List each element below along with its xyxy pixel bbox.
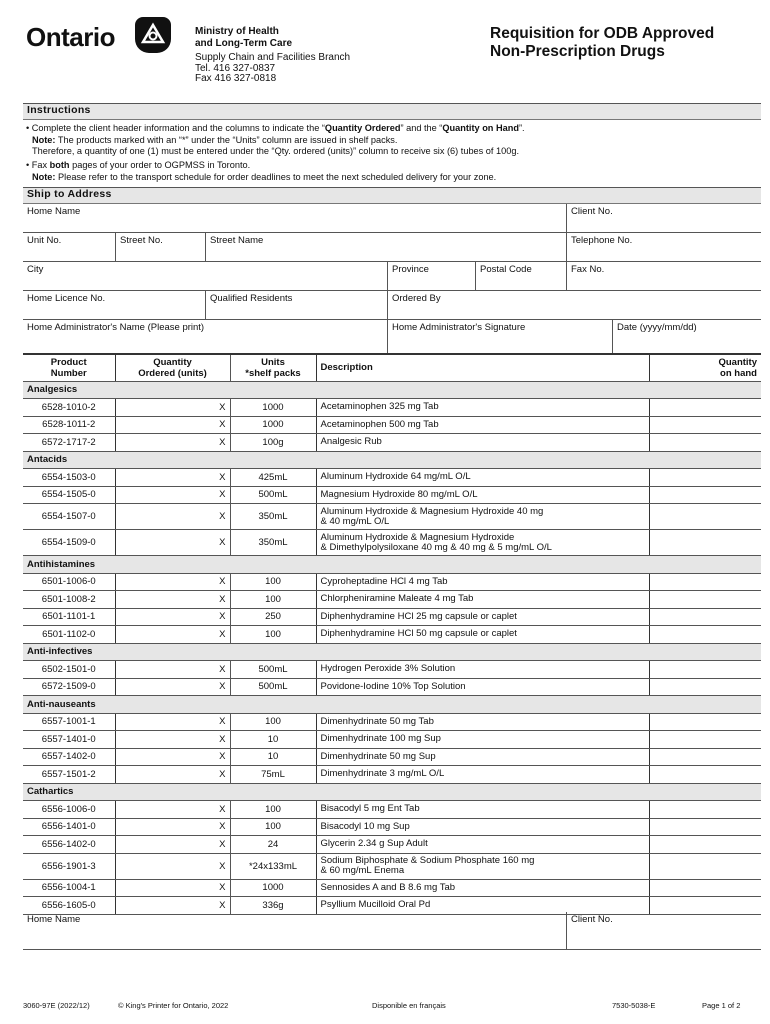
units: 425mL [230, 469, 316, 487]
quantity-ordered-input[interactable]: X [115, 626, 230, 644]
units: 350mL [230, 530, 316, 556]
product-row [23, 573, 761, 591]
product-row [23, 678, 761, 696]
description: Chlorpheniramine Maleate 4 mg Tab [316, 591, 649, 609]
t: The products marked with an “*” under the “Units” column are issued in shelf packs. [55, 134, 398, 145]
quantity-ordered-input[interactable]: X [115, 661, 230, 679]
product-number: 6502-1501-0 [23, 661, 115, 679]
category-label: Antihistamines [23, 556, 761, 574]
quantity-on-hand-input[interactable] [649, 416, 761, 434]
quantity-ordered-input[interactable]: X [115, 469, 230, 487]
description: Aluminum Hydroxide 64 mg/mL O/L [316, 469, 649, 487]
product-row [23, 713, 761, 731]
description: Analgesic Rub [316, 434, 649, 452]
units: 500mL [230, 661, 316, 679]
description: Bisacodyl 5 mg Ent Tab [316, 801, 649, 819]
home-name-field[interactable]: Home Name [23, 204, 566, 233]
units: 100 [230, 818, 316, 836]
units: 100g [230, 434, 316, 452]
units: 500mL [230, 678, 316, 696]
product-number: 6501-1101-1 [23, 608, 115, 626]
quantity-on-hand-input[interactable] [649, 748, 761, 766]
quantity-on-hand-input[interactable] [649, 853, 761, 879]
unit-no-field[interactable]: Unit No. [23, 233, 115, 262]
product-row [23, 434, 761, 452]
quantity-ordered-input[interactable]: X [115, 818, 230, 836]
units: 100 [230, 591, 316, 609]
quantity-on-hand-input[interactable] [649, 399, 761, 417]
instructions-heading: Instructions [23, 103, 761, 120]
quantity-ordered-input[interactable]: X [115, 530, 230, 556]
product-row [23, 731, 761, 749]
category-label: Anti-infectives [23, 643, 761, 661]
t: ” and the “ [400, 123, 443, 133]
client-no-field[interactable]: Client No. [566, 204, 761, 233]
quantity-on-hand-input[interactable] [649, 818, 761, 836]
category-label: Cathartics [23, 783, 761, 801]
quantity-on-hand-input[interactable] [649, 530, 761, 556]
product-row [23, 591, 761, 609]
t: Please refer to the transport schedule for order deadlines to meet the next scheduled delivery for your zone. [55, 171, 497, 182]
quantity-on-hand-input[interactable] [649, 678, 761, 696]
header-text: Quantity on hand [718, 356, 757, 379]
description: Dimenhydrinate 50 mg Tab [316, 713, 649, 731]
t: Therefore, a quantity of one (1) must be entered under the “Qty. ordered (units)” column to receive six (6) tubes of 100g. [32, 146, 520, 156]
product-row [23, 853, 761, 879]
product-row [23, 661, 761, 679]
category-row [23, 783, 761, 801]
french-available: Disponible en français [372, 1001, 446, 1010]
quantity-on-hand-input[interactable] [649, 486, 761, 504]
quantity-on-hand-input[interactable] [649, 801, 761, 819]
street-no-field[interactable]: Street No. [115, 233, 205, 262]
quantity-on-hand-input[interactable] [649, 626, 761, 644]
description: Diphenhydramine HCl 50 mg capsule or caplet [316, 626, 649, 644]
quantity-ordered-input[interactable]: X [115, 766, 230, 784]
description: Aluminum Hydroxide & Magnesium Hydroxide & Dimethylpolysiloxane 40 mg & 40 mg & 5 mg/mL O/L [316, 530, 649, 556]
header-text: Product Number [50, 356, 87, 379]
ship-to-heading: Ship to Address [23, 187, 761, 204]
product-number: 6501-1102-0 [23, 626, 115, 644]
header-text: Description [320, 362, 373, 374]
form-title [490, 25, 714, 61]
quantity-on-hand-input[interactable] [649, 591, 761, 609]
quantity-ordered-input[interactable]: X [115, 731, 230, 749]
units: 1000 [230, 399, 316, 417]
product-row [23, 416, 761, 434]
product-number: 6557-1401-0 [23, 731, 115, 749]
quantity-ordered-input[interactable]: X [115, 853, 230, 879]
quantity-on-hand-input[interactable] [649, 836, 761, 854]
form-number: 3060-97E (2022/12) [23, 1001, 90, 1010]
units: 100 [230, 801, 316, 819]
branch-fax: Fax 416 327-0818 [195, 73, 277, 84]
product-number: 6501-1008-2 [23, 591, 115, 609]
t: • Complete the client header information and the columns to indicate the “ [26, 123, 325, 133]
units: 1000 [230, 416, 316, 434]
product-number: 6572-1509-0 [23, 678, 115, 696]
t: both [49, 160, 70, 170]
description: Dimenhydrinate 50 mg Sup [316, 748, 649, 766]
t: ”. [518, 123, 525, 133]
units: 10 [230, 748, 316, 766]
product-row [23, 836, 761, 854]
quantity-ordered-input[interactable]: X [115, 748, 230, 766]
product-table [23, 353, 761, 915]
col-description [316, 354, 649, 381]
units: 100 [230, 573, 316, 591]
bottom-client-no-field[interactable]: Client No. [566, 912, 761, 950]
ontario-logo: Ontario [26, 22, 115, 52]
quantity-on-hand-input[interactable] [649, 766, 761, 784]
product-row [23, 748, 761, 766]
telephone-field[interactable]: Telephone No. [566, 233, 761, 262]
description: Acetaminophen 325 mg Tab [316, 399, 649, 417]
quantity-on-hand-input[interactable] [649, 504, 761, 530]
product-number: 6554-1507-0 [23, 504, 115, 530]
branch-contact [195, 53, 350, 85]
quantity-ordered-input[interactable]: X [115, 897, 230, 915]
product-number: 6556-1605-0 [23, 897, 115, 915]
product-row [23, 608, 761, 626]
product-row [23, 766, 761, 784]
units: 100 [230, 626, 316, 644]
instruction-1 [26, 123, 525, 158]
units: *24x133mL [230, 853, 316, 879]
category-row [23, 643, 761, 661]
units: 1000 [230, 879, 316, 897]
product-number: 6528-1011-2 [23, 416, 115, 434]
t: pages of your order to OGPMSS in Toronto. [69, 160, 251, 170]
description: Sennosides A and B 8.6 mg Tab [316, 879, 649, 897]
bottom-home-name-field[interactable]: Home Name [23, 912, 566, 950]
admin-signature-field[interactable]: Home Administrator's Signature [387, 320, 612, 353]
header-text: Quantity Ordered (units) [138, 356, 207, 379]
quantity-ordered-input[interactable]: X [115, 434, 230, 452]
product-row [23, 818, 761, 836]
trillium-icon [135, 17, 171, 53]
quantity-on-hand-input[interactable] [649, 434, 761, 452]
description: Povidone-Iodine 10% Top Solution [316, 678, 649, 696]
product-number: 6556-1401-0 [23, 818, 115, 836]
quantity-on-hand-input[interactable] [649, 608, 761, 626]
t: • Fax [26, 160, 50, 170]
t: Quantity Ordered [324, 123, 401, 133]
copyright: © King's Printer for Ontario, 2022 [118, 1001, 229, 1010]
description: Hydrogen Peroxide 3% Solution [316, 661, 649, 679]
product-number: 6528-1010-2 [23, 399, 115, 417]
col-quantity-on-hand [649, 354, 761, 381]
product-row [23, 399, 761, 417]
branch-name: Supply Chain and Facilities Branch [195, 52, 351, 63]
description: Dimenhydrinate 3 mg/mL O/L [316, 766, 649, 784]
product-number: 6556-1004-1 [23, 879, 115, 897]
quantity-ordered-input[interactable]: X [115, 573, 230, 591]
quantity-ordered-input[interactable]: X [115, 608, 230, 626]
postal-code-field[interactable]: Postal Code [475, 262, 566, 291]
date-field[interactable]: Date (yyyy/mm/dd) [612, 320, 761, 353]
product-number: 6556-1006-0 [23, 801, 115, 819]
product-row [23, 486, 761, 504]
product-row [23, 469, 761, 487]
instruction-2 [26, 160, 496, 183]
description: Glycerin 2.34 g Sup Adult [316, 836, 649, 854]
description: Dimenhydrinate 100 mg Sup [316, 731, 649, 749]
units: 500mL [230, 486, 316, 504]
ministry-name [195, 26, 292, 50]
quantity-ordered-input[interactable]: X [115, 591, 230, 609]
fax-field[interactable]: Fax No. [566, 262, 761, 291]
note-label: Note: [32, 171, 56, 182]
product-row [23, 801, 761, 819]
quantity-ordered-input[interactable]: X [115, 416, 230, 434]
quantity-on-hand-input[interactable] [649, 713, 761, 731]
product-row [23, 530, 761, 556]
units: 24 [230, 836, 316, 854]
city-field[interactable]: City [23, 262, 387, 291]
units: 336g [230, 897, 316, 915]
qualified-residents-field[interactable]: Qualified Residents [205, 291, 387, 320]
product-row [23, 626, 761, 644]
quantity-ordered-input[interactable]: X [115, 504, 230, 530]
quantity-ordered-input[interactable]: X [115, 713, 230, 731]
quantity-ordered-input[interactable]: X [115, 399, 230, 417]
category-label: Anti-nauseants [23, 696, 761, 714]
description: Psyllium Mucilloid Oral Pd [316, 897, 649, 915]
description: Bisacodyl 10 mg Sup [316, 818, 649, 836]
quantity-on-hand-input[interactable] [649, 879, 761, 897]
quantity-on-hand-input[interactable] [649, 731, 761, 749]
category-label: Antacids [23, 451, 761, 469]
quantity-ordered-input[interactable]: X [115, 836, 230, 854]
category-label: Analgesics [23, 381, 761, 399]
quantity-on-hand-input[interactable] [649, 573, 761, 591]
quantity-ordered-input[interactable]: X [115, 678, 230, 696]
product-number: 6557-1001-1 [23, 713, 115, 731]
product-number: 6554-1505-0 [23, 486, 115, 504]
ministry-line2: and Long-Term Care [195, 38, 293, 49]
description: Acetaminophen 500 mg Tab [316, 416, 649, 434]
quantity-on-hand-input[interactable] [649, 469, 761, 487]
t: Quantity on Hand [442, 123, 519, 133]
quantity-ordered-input[interactable]: X [115, 486, 230, 504]
product-number: 6557-1402-0 [23, 748, 115, 766]
col-quantity-ordered [115, 354, 230, 381]
note-label: Note: [32, 134, 56, 145]
units: 350mL [230, 504, 316, 530]
product-number: 6557-1501-2 [23, 766, 115, 784]
units: 250 [230, 608, 316, 626]
category-row [23, 556, 761, 574]
category-row [23, 451, 761, 469]
units: 100 [230, 713, 316, 731]
description: Aluminum Hydroxide & Magnesium Hydroxide 40 mg & 40 mg/mL O/L [316, 504, 649, 530]
col-units [230, 354, 316, 381]
product-number: 6554-1503-0 [23, 469, 115, 487]
product-row [23, 879, 761, 897]
product-number: 6501-1006-0 [23, 573, 115, 591]
product-number: 6556-1402-0 [23, 836, 115, 854]
street-name-field[interactable]: Street Name [205, 233, 566, 262]
description: Magnesium Hydroxide 80 mg/mL O/L [316, 486, 649, 504]
form-code: 7530-5038-E [612, 1001, 656, 1010]
units: 75mL [230, 766, 316, 784]
category-row [23, 696, 761, 714]
quantity-ordered-input[interactable]: X [115, 879, 230, 897]
product-number: 6556-1901-3 [23, 853, 115, 879]
category-row [23, 381, 761, 399]
description: Cyproheptadine HCl 4 mg Tab [316, 573, 649, 591]
description: Diphenhydramine HCl 25 mg capsule or caplet [316, 608, 649, 626]
admin-name-field[interactable]: Home Administrator's Name (Please print) [27, 322, 205, 333]
product-row [23, 504, 761, 530]
quantity-ordered-input[interactable]: X [115, 801, 230, 819]
description: Sodium Biphosphate & Sodium Phosphate 160 mg & 60 mg/mL Enema [316, 853, 649, 879]
product-number: 6572-1717-2 [23, 434, 115, 452]
ministry-line1: Ministry of Health [195, 26, 279, 37]
branch-tel: Tel. 416 327-0837 [195, 62, 276, 74]
province-field[interactable]: Province [387, 262, 475, 291]
product-number: 6554-1509-0 [23, 530, 115, 556]
title-line2: Non-Prescription Drugs [490, 43, 665, 60]
quantity-on-hand-input[interactable] [649, 661, 761, 679]
ordered-by-field[interactable]: Ordered By [387, 291, 761, 320]
title-line1: Requisition for ODB Approved [490, 25, 715, 42]
units: 10 [230, 731, 316, 749]
licence-field[interactable]: Home Licence No. [23, 291, 205, 320]
page-number: Page 1 of 2 [702, 1001, 741, 1010]
col-product-number [23, 354, 115, 381]
header-text: Units *shelf packs [245, 356, 301, 379]
